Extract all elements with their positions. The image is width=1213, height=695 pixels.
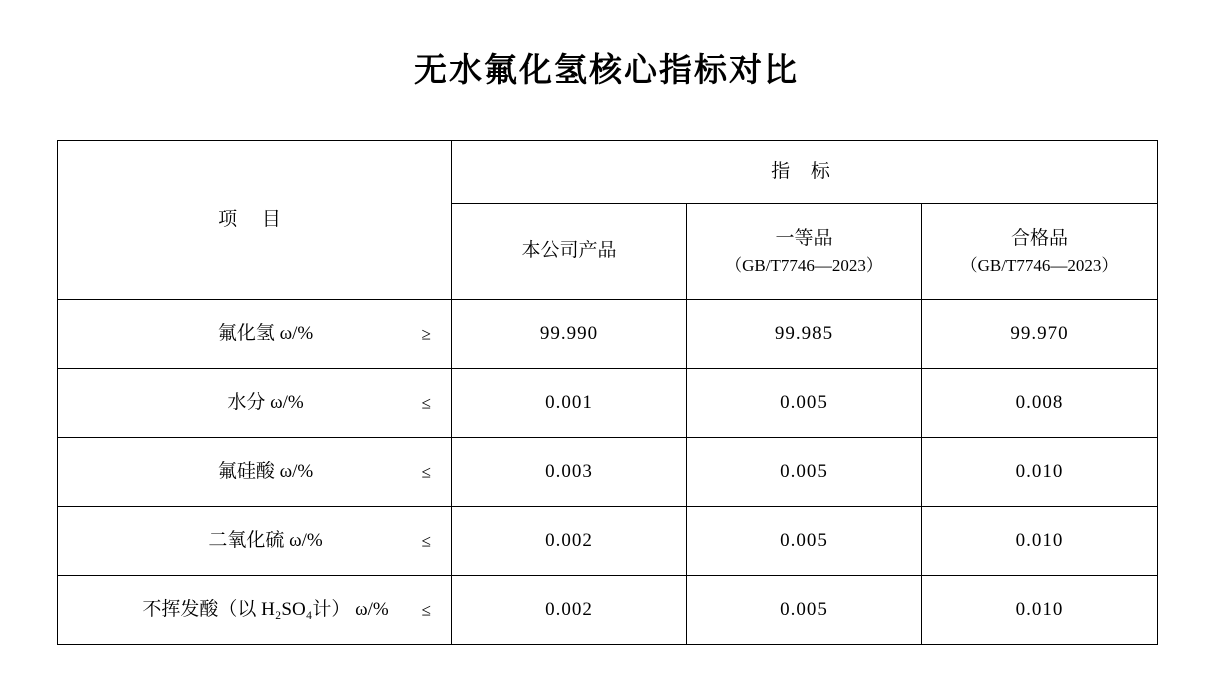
row-value-own-product: 0.002 bbox=[452, 507, 687, 576]
header-item-label: 项 目 bbox=[58, 141, 452, 300]
row-item-label: 氟硅酸 ω/% bbox=[217, 460, 314, 482]
row-item-cell bbox=[58, 576, 452, 645]
row-value-qualified: 99.970 bbox=[922, 300, 1158, 369]
row-value-qualified: 0.010 bbox=[922, 507, 1158, 576]
table-row bbox=[58, 507, 1158, 576]
row-value-first-grade: 99.985 bbox=[687, 300, 922, 369]
header-col-first-grade bbox=[687, 204, 922, 300]
page-title: 无水氟化氢核心指标对比 bbox=[414, 51, 799, 88]
header-col-qualified-line1: 合格品 bbox=[1011, 227, 1069, 249]
spec-table-container bbox=[57, 140, 1157, 645]
row-item-label: 氟化氢 ω/% bbox=[217, 322, 314, 344]
table-row bbox=[58, 576, 1158, 645]
header-col-own-product-line1: 本公司产品 bbox=[521, 240, 617, 262]
row-value-first-grade: 0.005 bbox=[687, 438, 922, 507]
table-row bbox=[58, 438, 1158, 507]
row-item-cell bbox=[58, 300, 452, 369]
header-col-qualified-line2: （GB/T7746—2023） bbox=[960, 256, 1119, 275]
row-operator: ≤ bbox=[421, 393, 431, 413]
header-indicator-label: 指 标 bbox=[452, 141, 1158, 204]
row-item-cell bbox=[58, 507, 452, 576]
table-header-row-top bbox=[58, 141, 1158, 204]
row-value-first-grade: 0.005 bbox=[687, 576, 922, 645]
row-value-own-product: 0.003 bbox=[452, 438, 687, 507]
row-item-label: 不挥发酸（以 H₂SO₄计） ω/% bbox=[142, 598, 389, 620]
header-col-first-grade-line1: 一等品 bbox=[775, 227, 833, 249]
row-value-own-product: 0.001 bbox=[452, 369, 687, 438]
row-operator: ≤ bbox=[421, 600, 431, 620]
row-value-own-product: 99.990 bbox=[452, 300, 687, 369]
row-value-own-product: 0.002 bbox=[452, 576, 687, 645]
row-operator: ≤ bbox=[421, 531, 431, 551]
row-item-label: 二氧化硫 ω/% bbox=[208, 529, 323, 551]
row-value-qualified: 0.010 bbox=[922, 438, 1158, 507]
row-operator: ≤ bbox=[421, 462, 431, 482]
spec-table bbox=[57, 140, 1158, 645]
row-operator: ≥ bbox=[421, 324, 431, 344]
table-row bbox=[58, 369, 1158, 438]
row-value-first-grade: 0.005 bbox=[687, 507, 922, 576]
row-item-cell bbox=[58, 369, 452, 438]
header-col-first-grade-line2: （GB/T7746—2023） bbox=[725, 256, 883, 275]
row-value-first-grade: 0.005 bbox=[687, 369, 922, 438]
row-value-qualified: 0.010 bbox=[922, 576, 1158, 645]
header-col-qualified bbox=[922, 204, 1158, 300]
row-item-cell bbox=[58, 438, 452, 507]
header-col-own-product bbox=[452, 204, 687, 300]
table-row bbox=[58, 300, 1158, 369]
row-item-label: 水分 ω/% bbox=[227, 391, 304, 413]
row-value-qualified: 0.008 bbox=[922, 369, 1158, 438]
